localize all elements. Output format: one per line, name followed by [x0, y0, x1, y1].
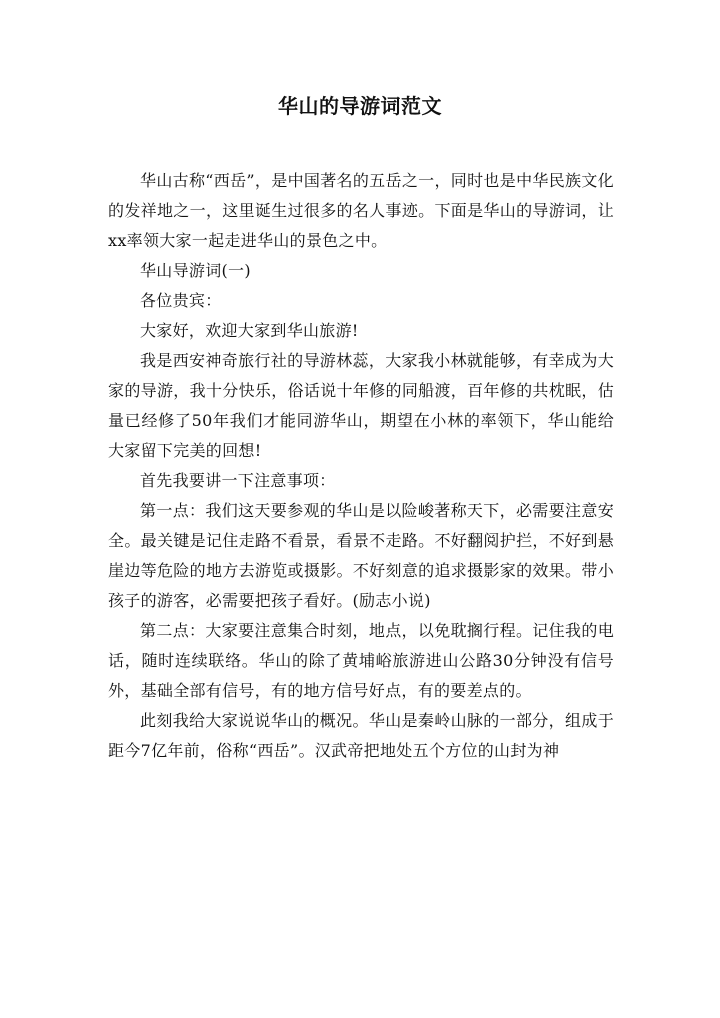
paragraph-intro: 华山古称“西岳”，是中国著名的五岳之一，同时也是中华民族文化的发祥地之一，这里诞生过很多的名人事迹。下面是华山的导游词，让xx率领大家一起走进华山的景色之中。	[108, 171, 614, 250]
paragraph-notice-heading: 首先我要讲一下注意事项：	[140, 471, 336, 490]
paragraph-salutation: 各位贵宾：	[140, 291, 222, 310]
document-title: 华山的导游词范文	[278, 94, 442, 118]
paragraph-point-two: 第二点：大家要注意集合时刻，地点，以免耽搁行程。记住我的电话，随时连续联络。华山的除了黄埔峪旅游进山公路30分钟没有信号外，基础全部有信号，有的地方信号好点，有的要差点的。	[108, 621, 614, 700]
paragraph-overview: 此刻我给大家说说华山的概况。华山是秦岭山脉的一部分，组成于距今7亿年前，俗称“西岳”。汉武帝把地处五个方位的山封为神	[108, 711, 614, 760]
paragraph-section-heading: 华山导游词(一)	[140, 261, 251, 280]
paragraph-point-one: 第一点：我们这天要参观的华山是以险峻著称天下，必需要注意安全。最关键是记住走路不看景，看景不走路。不好翻阅护拦，不好到悬崖边等危险的地方去游览或摄影。不好刻意的追求摄影家的效果。带小孩子的游客，必需要把孩子看好。(励志小说)	[108, 501, 614, 610]
paragraph-welcome: 大家好，欢迎大家到华山旅游!	[140, 321, 359, 340]
document-body	[108, 166, 614, 766]
paragraph-guide-intro: 我是西安神奇旅行社的导游林蕊，大家我小林就能够，有幸成为大家的导游，我十分快乐，俗话说十年修的同船渡，百年修的共枕眠，估量已经修了50年我们才能同游华山，期望在小林的率领下，华山能给大家留下完美的回想!	[108, 351, 614, 460]
